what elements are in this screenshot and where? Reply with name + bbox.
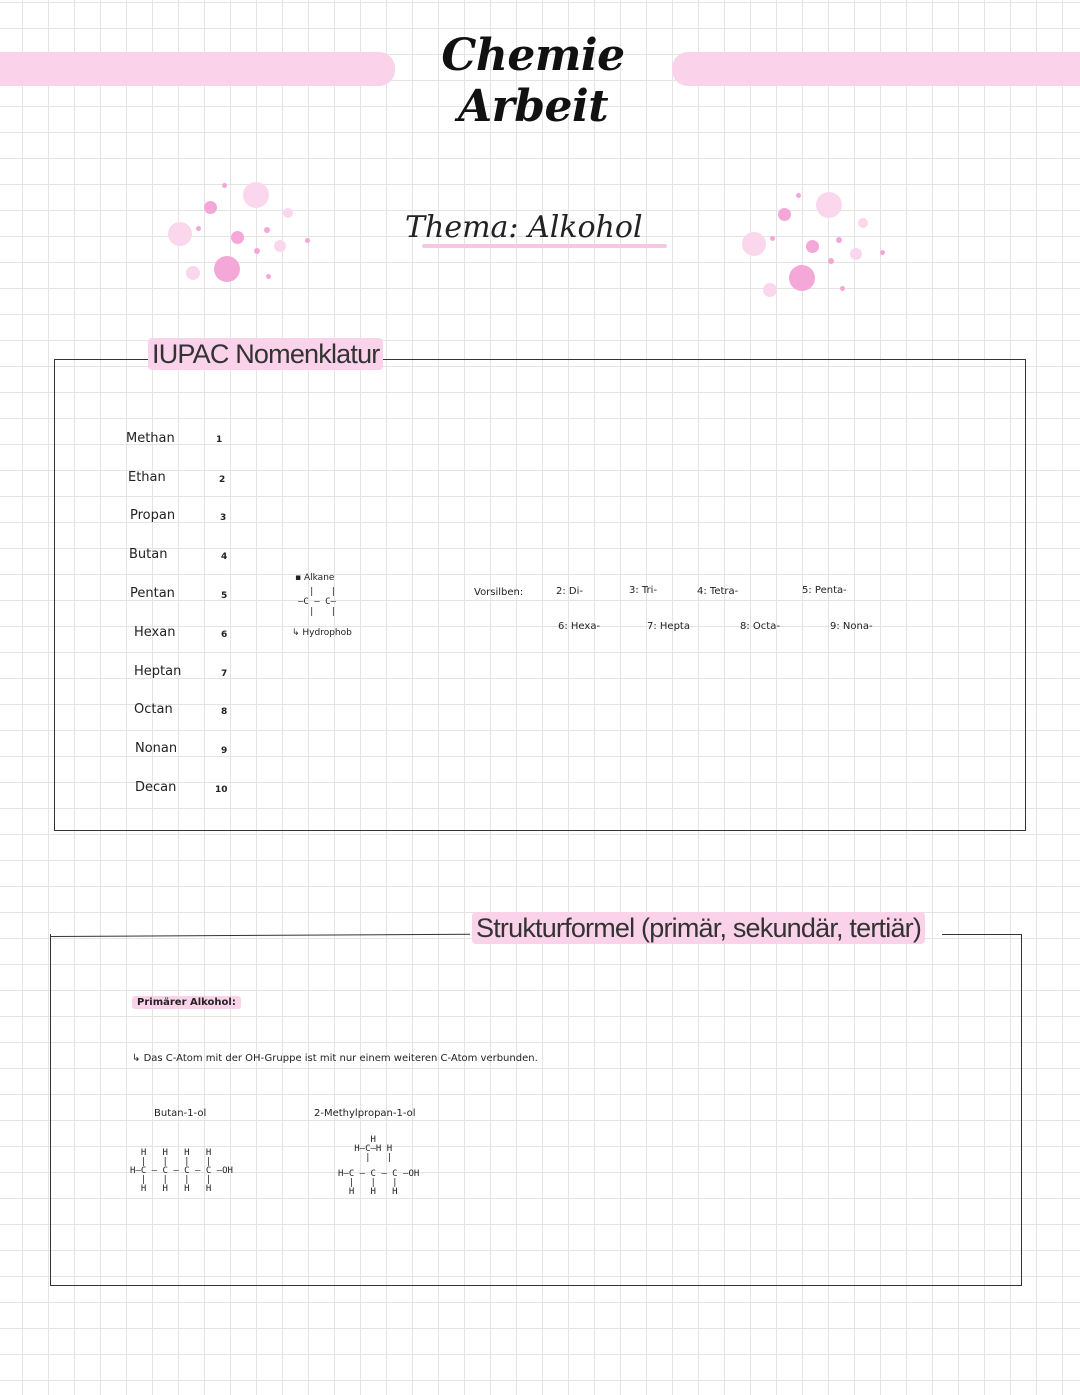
prefix-item: 7: Hepta [647, 621, 690, 632]
alkane-number: 1 [216, 435, 223, 445]
alkane-name: Heptan [134, 664, 182, 679]
alkane-number: 8 [221, 707, 228, 717]
prefix-label: Vorsilben: [474, 587, 524, 598]
primary-alcohol-tag: Primärer Alkohol: [132, 996, 241, 1009]
alkane-name: Nonan [135, 741, 178, 756]
alkane-name: Octan [134, 702, 173, 717]
formula-row: H H H H [130, 1148, 212, 1158]
alkane-property: ↳ Hydrophob [292, 628, 352, 638]
formula-row: | | | | [130, 1157, 212, 1167]
alkane-name: Decan [135, 780, 177, 795]
alkane-formula-bot: | | [309, 607, 337, 617]
alkane-note-label: ▪ Alkane [295, 573, 335, 583]
alkane-number: 4 [221, 552, 228, 562]
structure-heading: Strukturformel (primär, sekundär, tertiär) [472, 912, 925, 944]
alkane-formula-mid: –C – C– [298, 597, 336, 607]
prefix-item: 2: Di- [556, 586, 583, 597]
prefix-item: 3: Tri- [629, 585, 658, 596]
theme-heading: Thema: Alkohol [405, 210, 643, 245]
page-title: Chemie Arbeit [441, 30, 625, 132]
alkane-name: Pentan [130, 586, 175, 601]
prefix-item: 8: Octa- [740, 621, 780, 632]
prefix-item: 6: Hexa- [558, 621, 601, 632]
alkane-name: Propan [130, 508, 176, 523]
alkane-name: Hexan [134, 625, 176, 640]
prefix-item: 4: Tetra- [697, 586, 739, 597]
alkane-number: 5 [221, 591, 228, 601]
formula-row: H H H H [130, 1184, 212, 1194]
formula-row: | | [338, 1153, 393, 1163]
primary-alcohol-note: ↳ Das C-Atom mit der OH-Gruppe ist mit nur einem weiteren C-Atom verbunden. [132, 1053, 538, 1064]
example-name: Butan-1-ol [154, 1108, 207, 1119]
example-name: 2-Methylpropan-1-ol [314, 1108, 416, 1119]
alkane-name: Methan [126, 431, 175, 446]
prefix-item: 9: Nona- [830, 621, 873, 632]
formula-row: | | | | [130, 1175, 212, 1185]
iupac-heading: IUPAC Nomenklatur [148, 338, 383, 370]
formula-row: H–C – C – C – C –OH [130, 1166, 233, 1176]
formula-row: H–C – C – C –OH [338, 1169, 420, 1179]
title-band-right [672, 52, 1080, 86]
structure-box-top-right [942, 934, 1021, 935]
alkane-number: 10 [215, 785, 228, 795]
formula-row: H H H [338, 1187, 398, 1197]
alkane-name: Butan [129, 547, 168, 562]
alkane-number: 6 [221, 630, 228, 640]
alkane-formula-top: | | [309, 587, 337, 597]
title-band-left [0, 52, 395, 86]
alkane-number: 7 [221, 669, 228, 679]
alkane-name: Ethan [128, 470, 166, 485]
formula-row: | | | [338, 1178, 398, 1188]
alkane-number: 3 [220, 513, 227, 523]
prefix-item: 5: Penta- [802, 585, 847, 596]
formula-row: H–C–H H [338, 1144, 393, 1154]
iupac-box-top-left [54, 359, 150, 360]
iupac-box-top-right [372, 359, 1025, 360]
alkane-number: 2 [219, 475, 226, 485]
alkane-number: 9 [221, 746, 228, 756]
formula-row: H [338, 1135, 376, 1145]
iupac-box [54, 359, 1026, 831]
